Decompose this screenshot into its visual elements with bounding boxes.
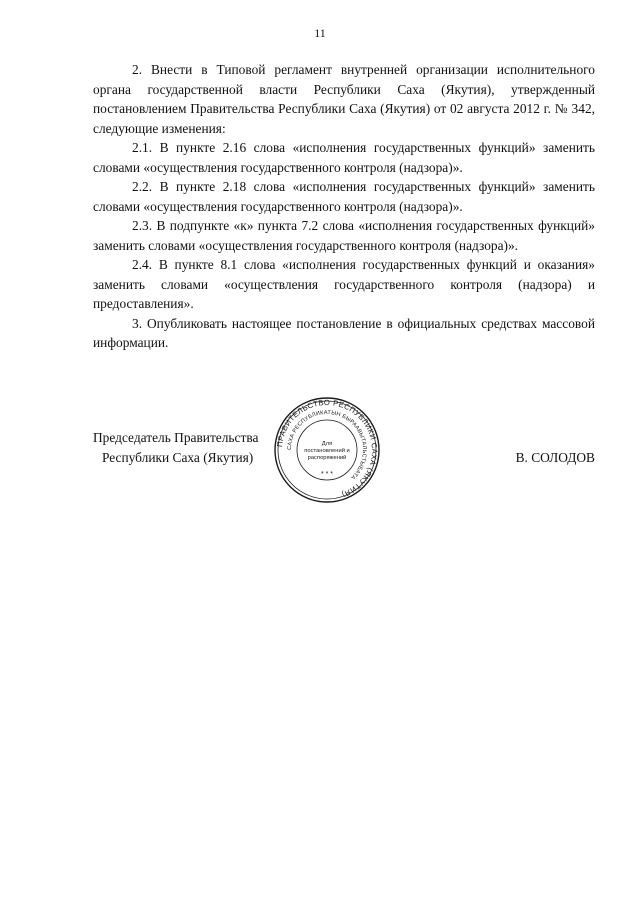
seal-center-line1: Для <box>321 441 333 447</box>
signer-title-line2: Республики Саха (Якутия) <box>102 449 254 465</box>
page-number: 11 <box>314 26 326 40</box>
seal-outer-text: ПРАВИТЕЛЬСТВО РЕСПУБЛИКИ САХА (ЯКУТИЯ) <box>275 397 380 500</box>
seal-stars: * * * <box>320 471 334 478</box>
paragraph-3: 3. Опубликовать настоящее постановление в официальных средствах массовой информации. <box>93 315 595 350</box>
paragraph-2-1: 2.1. В пункте 2.16 слова «исполнения государственных функций» заменить словами «осуществления государственного контроля (надзора)». <box>93 140 595 175</box>
official-seal <box>273 396 381 504</box>
seal-center-line3: распоряжений <box>307 455 347 461</box>
paragraph-2-3: 2.3. В подпункте «к» пункта 7.2 слова «исполнения государственных функций» заменить словами «осуществления государственного контроля (надзора)». <box>93 218 595 253</box>
document-body <box>93 60 595 353</box>
seal-center-line2: постановлений и <box>304 448 350 454</box>
seal-inner-text: САХА РЕСПУБЛИКАТЫН БЫРААВЫТАЛЬСТЫБАТА <box>286 409 368 481</box>
signer-name: В. СОЛОДОВ <box>515 449 595 465</box>
paragraph-2-4: 2.4. В пункте 8.1 слова «исполнения государственных функций и оказания» заменить словами «осуществления государственного контроля (надзора) и предоставления». <box>93 257 595 311</box>
paragraph-2: 2. Внести в Типовой регламент внутренней организации исполнительного органа государственной власти Республики Саха (Якутия), утвержденный постановлением Правительства Республики Саха (Якутия) от 02 августа 2012 г. № 342, следующие изменения: <box>93 62 595 136</box>
paragraph-2-2: 2.2. В пункте 2.18 слова «исполнения государственных функций» заменить словами «осуществления государственного контроля (надзора)». <box>93 179 595 214</box>
signer-title-line1: Председатель Правительства <box>93 430 259 445</box>
